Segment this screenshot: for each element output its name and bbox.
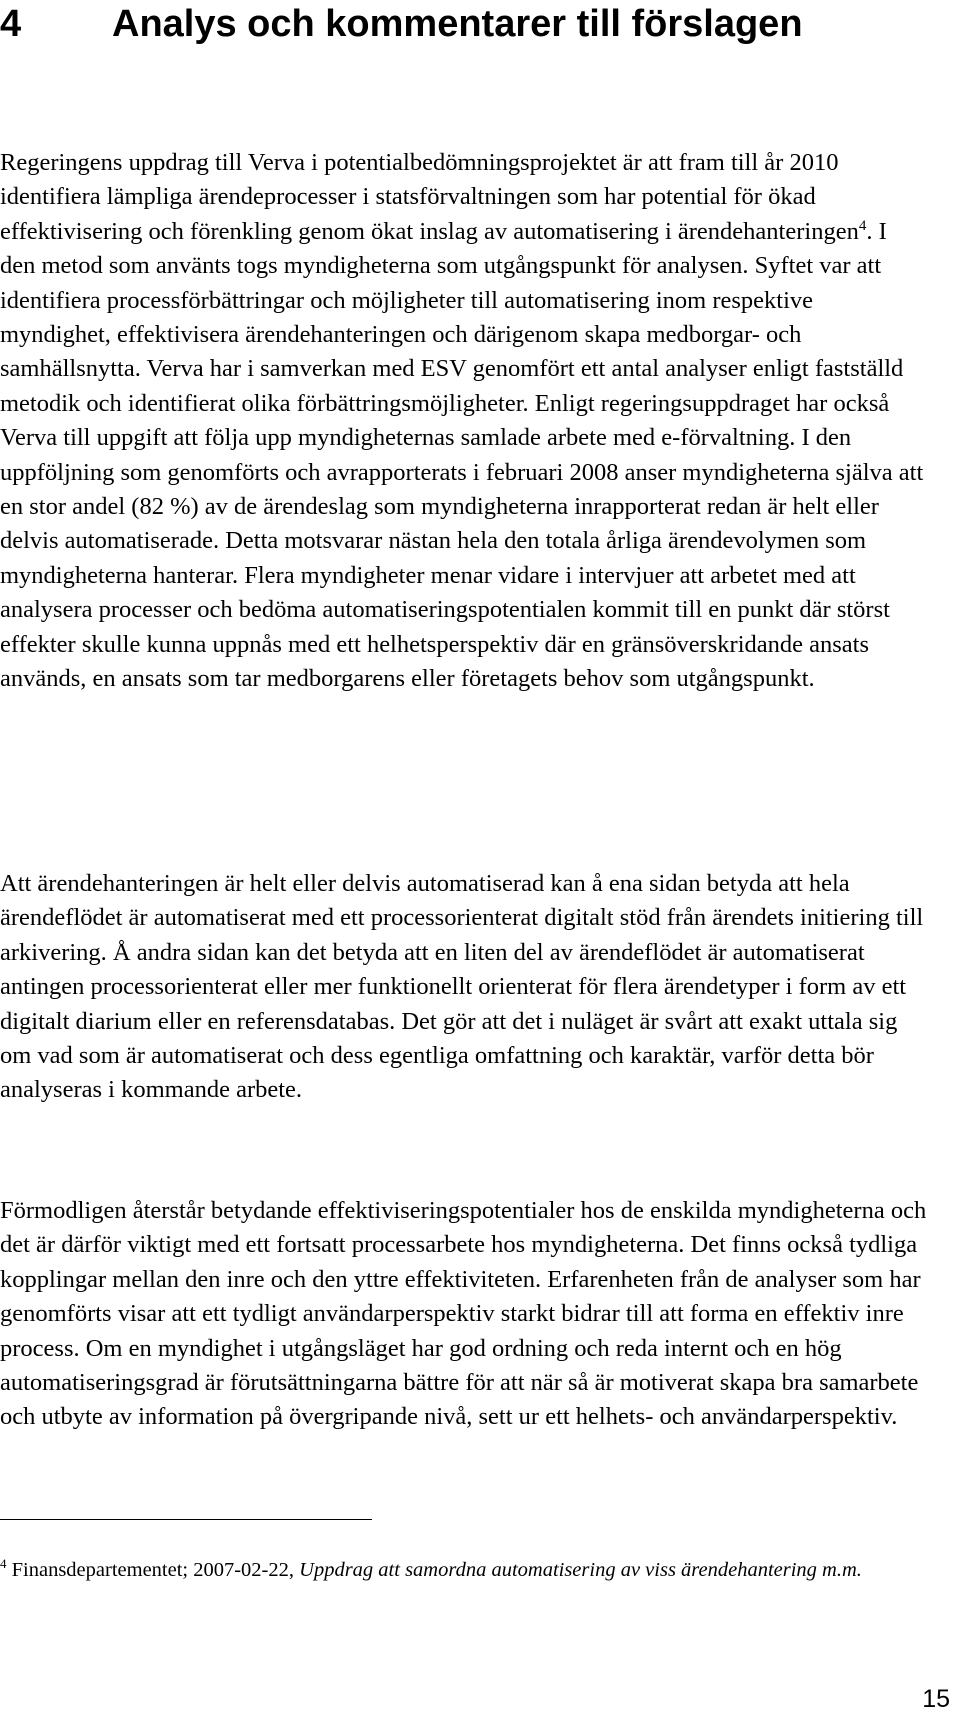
section-title: Analys och kommentarer till förslagen (112, 3, 803, 45)
section-heading (0, 0, 940, 48)
footnote-divider (0, 1519, 372, 1520)
paragraph-1-text-start: Regeringens uppdrag till Verva i potentialbedömningsprojektet är att fram till år 2010 identifiera lämpliga ärendeprocesser i statsförvaltningen som har potential för ökad effektivisering och förenkling genom ökat inslag av automatisering i ärendehanteringen (0, 149, 859, 245)
footnote (0, 1555, 900, 1586)
footnote-reference[interactable]: 4 (858, 217, 867, 234)
paragraph-1 (0, 146, 928, 697)
paragraph-2: Att ärendehanteringen är helt eller delvis automatiserad kan å ena sidan betyda att hela ärendeflödet är automatiserat med ett processorienterat digitalt stöd från ärendets initiering till arkivering. Å andra sidan kan det betyda att en liten del av ärendeflödet är automatiserat antingen processorienterat eller mer funktionellt orienterat för flera ärendetyper i form av ett digitalt diarium eller en referensdatabas. Det gör att det i nuläget är svårt att exakt uttala sig om vad som är automatiserat och dess egentliga omfattning och karaktär, varför detta bör analyseras i kommande arbete. (0, 870, 924, 1104)
page-number: 15 (922, 1685, 950, 1713)
footnote-document-title: Uppdrag att samordna automatisering av viss ärendehantering m.m. (299, 1559, 862, 1581)
paragraph-1-text-end: . I den metod som använts togs myndigheterna som utgångspunkt för analysen. Syftet var att identifiera processförbättringar och möjligheter till automatisering inom respektive myndighet, effektivisera ärendehanteringen och därigenom skapa medborgar- och samhällsnytta. Verva har i samverkan med ESV genomfört ett antal analyser enligt fastställd metodik och identifierat olika förbättringsmöjligheter. Enligt regeringsuppdraget har också Verva till uppgift att följa upp myndigheternas samlade arbete med e-förvaltning. I den uppföljning som genomförts och avrapporterats i februari 2008 anser myndigheterna själva att en stor andel (82 %) av de ärendeslag som myndigheterna inrapporterat redan är helt eller delvis automatiserade. Detta motsvarar nästan hela den totala årliga ärendevolymen som myndigheterna hanterar. Flera myndigheter menar vidare i intervjuer att arbetet med att analysera processer och bedöma automatiseringspotentialen kommit till en punkt där störst effekter skulle kunna uppnås med ett helhetsperspektiv där en gränsöverskridande ansats används, en ansats som tar medborgarens eller företagets behov som utgångspunkt. (0, 217, 924, 693)
footnote-number: 4 (0, 1556, 7, 1572)
paragraph-3: Förmodligen återstår betydande effektiviseringspotentialer hos de enskilda myndigheterna och det är därför viktigt med ett fortsatt processarbete hos myndigheterna. Det finns också tydliga kopplingar mellan den inre och den yttre effektiviteten. Erfarenheten från de analyser som har genomförts visar att ett tydligt användarperspektiv starkt bidrar till att forma en effektiv inre process. Om en myndighet i utgångsläget har god ordning och reda internt och en hög automatiseringsgrad är förutsättningarna bättre för att när så är motiverat skapa bra samarbete och utbyte av information på övergripande nivå, sett ur ett helhets- och användarperspektiv. (0, 1197, 927, 1431)
section-number: 4 (0, 3, 22, 45)
footnote-text: Finansdepartementet; 2007-02-22, (6, 1559, 300, 1581)
